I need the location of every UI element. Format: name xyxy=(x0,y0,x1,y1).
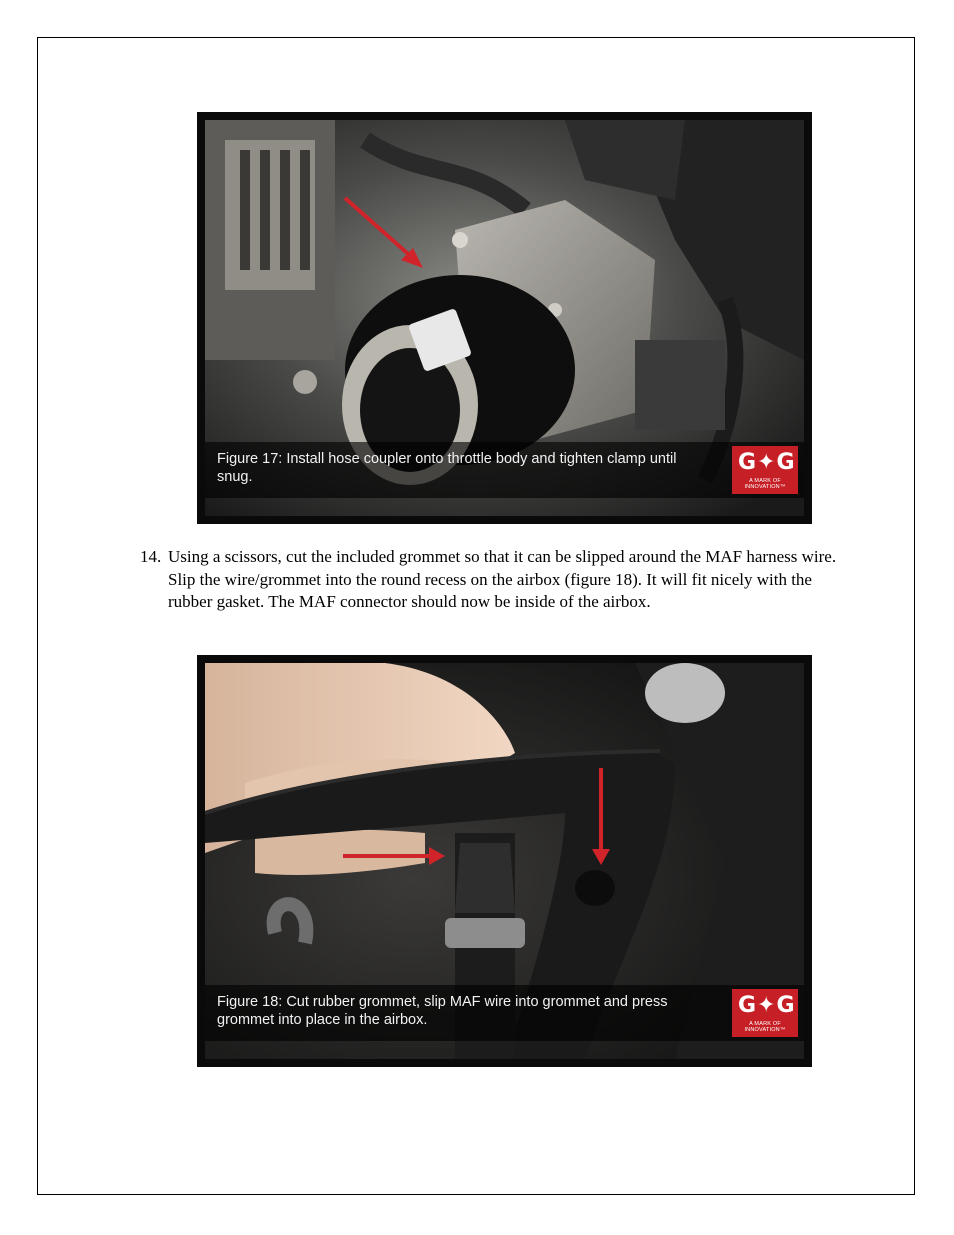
figure-18-caption-bar xyxy=(205,985,804,1041)
logo-mark: G✦G xyxy=(738,450,796,475)
figure-17-caption-bar xyxy=(205,442,804,498)
step-number: 14. xyxy=(140,547,162,566)
figure-18-caption: Figure 18: Cut rubber grommet, slip MAF wire into grommet and press grommet into place in the airbox. xyxy=(217,994,668,1028)
grimmspeed-logo xyxy=(732,446,798,494)
figure-18 xyxy=(197,655,812,1067)
grimmspeed-logo xyxy=(732,989,798,1037)
logo-tagline: A MARK OF INNOVATION™ xyxy=(744,478,786,490)
figure-17-caption: Figure 17: Install hose coupler onto throttle body and tighten clamp until snug. xyxy=(217,451,677,485)
figure-18-photo xyxy=(205,663,804,1059)
logo-mark: G✦G xyxy=(738,993,796,1018)
logo-tagline: A MARK OF INNOVATION™ xyxy=(744,1021,786,1033)
figure-17 xyxy=(197,112,812,524)
step-text: Using a scissors, cut the included grommet so that it can be slipped around the MAF harness wire. Slip the wire/grommet into the round recess on the airbox (figure 18). It will fit nicely with the rubber gasket. The MAF connector should now be inside of the airbox. xyxy=(168,547,837,611)
figure-17-photo xyxy=(205,120,804,516)
